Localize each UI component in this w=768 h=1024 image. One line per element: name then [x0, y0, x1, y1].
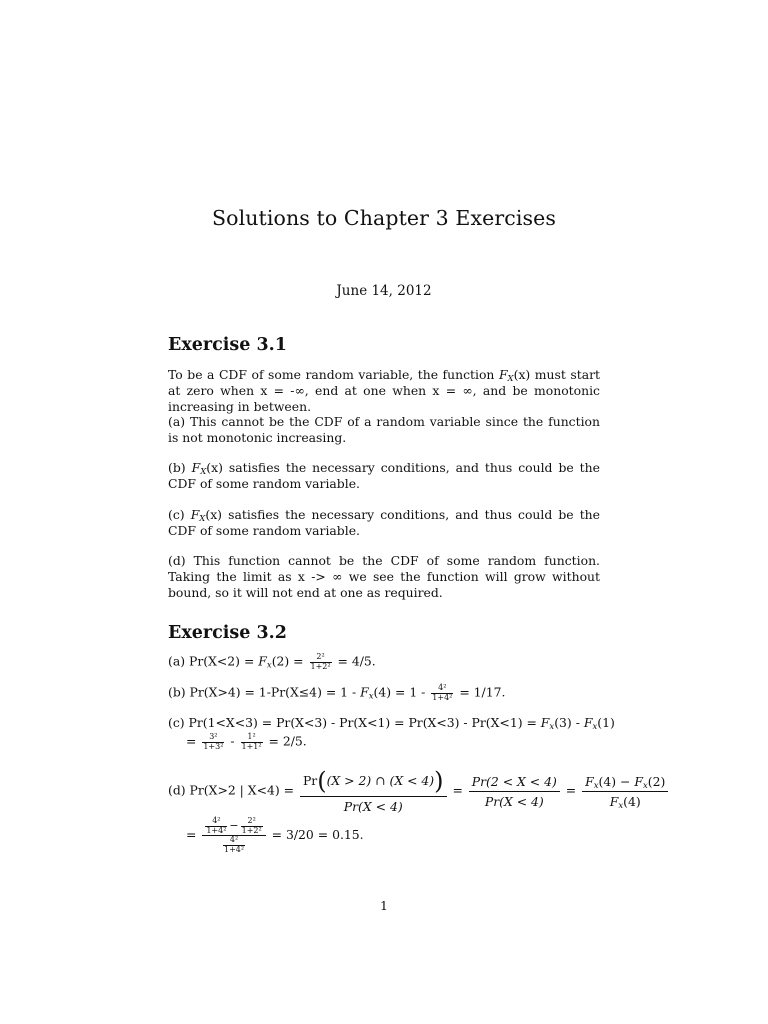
section-heading-3-2: Exercise 3.2 [168, 623, 287, 643]
document-date: June 14, 2012 [336, 283, 432, 299]
exercise-3-1-part-a: (a) This cannot be the CDF of a random variable since the function is not monotonic increasing. [168, 414, 600, 445]
fraction: $\frac{\text{3²}}{\text{1+3²}}$ [203, 732, 224, 751]
fraction: $\frac{Pr((X > 2) \cap (X < 4))}{Pr(X < 4)}$ [300, 766, 447, 816]
fraction: $\frac{Pr(2 < X < 4)}{Pr(X < 4)}$ [469, 772, 560, 811]
exercise-3-2-part-c-result: = $\frac{\text{3²}}{\text{1+3²}}$ - $\frac{\text{1²}}{\text{1+1²}}$ = 2/5. [186, 732, 307, 751]
fraction: $\frac{\text{2²}}{\text{1+2²}}$ [310, 652, 331, 671]
exercise-3-1-intro: To be a CDF of some random variable, the function $F_X(x)$ must start at zero when x = -∞, end at one when x = ∞, and be monotonic increasing in between. [168, 367, 600, 414]
fraction: $\frac{\text{1²}}{\text{1+1²}}$ [241, 732, 262, 751]
document-title: Solutions to Chapter 3 Exercises [212, 206, 556, 230]
fraction: $\frac{\text{4²}}{\text{1+4²}}$ [432, 683, 453, 702]
exercise-3-2-part-d: (d) Pr(X>2 | X<4) = $\frac{Pr((X > 2) \cap (X < 4))}{Pr(X < 4)}$ = $\frac{Pr(2 < X < 4)}{Pr(X < 4)}$ = $\frac{F_x(4) - F_x(2)}{F_x(4)}$ [168, 766, 670, 816]
exercise-3-2-part-a: (a) $Pr(X<2) = F_x(2)$ = $\frac{\text{2²}}{\text{1+2²}}$ = 4/5. [168, 652, 376, 671]
exercise-3-1-part-d: (d) This function cannot be the CDF of some random function. Taking the limit as x -> ∞ we see the function will grow without bound, so it will not end at one as required. [168, 553, 600, 600]
exercise-3-2-part-c: (c) $Pr(1<X<3) = Pr(X<3) - Pr(X<1) = Pr(X<3) - Pr(X<1) = F_x(3) - F_x(1)$ [168, 715, 615, 732]
section-heading-3-1: Exercise 3.1 [168, 335, 287, 355]
exercise-3-1-part-c: (c) $F_X(x)$ satisfies the necessary conditions, and thus could be the CDF of some random variable. [168, 507, 600, 538]
compound-fraction: $\frac{\text{4²}}{\text{1+4²}}$ − $\frac{\text{2²}}{\text{1+2²}}$ $\frac{\text{4²}}{\text{1+4²}}$ [202, 817, 265, 854]
fraction: $\frac{F_x(4) - F_x(2)}{F_x(4)}$ [582, 772, 668, 811]
exercise-3-2-part-d-result: = $\frac{\text{4²}}{\text{1+4²}}$ − $\frac{\text{2²}}{\text{1+2²}}$ $\frac{\text{4²}}{\text{1+4²}}$ = 3/20 = 0.15. [186, 816, 364, 854]
exercise-3-2-part-b: (b) $Pr(X>4) = 1-Pr(X\le 4) = 1 - F_x(4) = 1$ - $\frac{\text{4²}}{\text{1+4²}}$ = 1/17. [168, 683, 506, 702]
exercise-3-1-part-b: (b) $F_X(x)$ satisfies the necessary conditions, and thus could be the CDF of some random variable. [168, 460, 600, 491]
page-number: 1 [380, 898, 388, 913]
